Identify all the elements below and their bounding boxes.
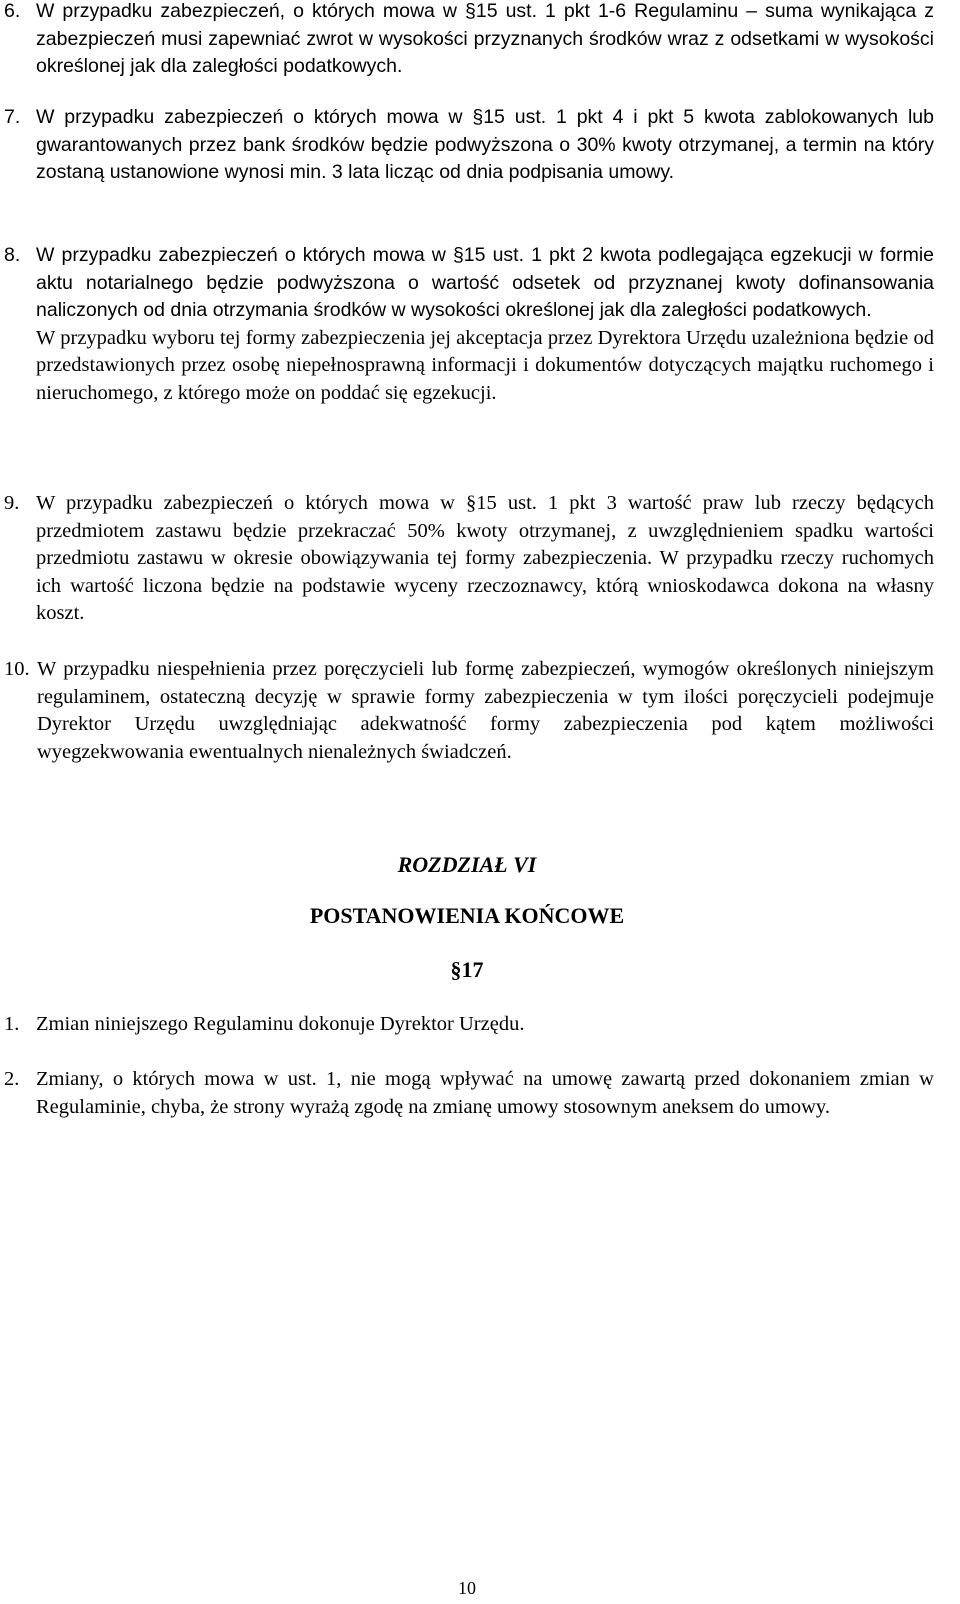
item-text: W przypadku zabezpieczeń o których mowa w §15 ust. 1 pkt 4 i pkt 5 kwota zablokowanych lub gwarantowanych przez bank środków będzie podwyższona o 30% kwoty otrzymanej, a termin na który zostaną ustanowione wynosi min. 3 lata licząc od dnia podpisania umowy.: [36, 106, 934, 183]
item-text: W przypadku niespełnienia przez poręczycieli lub formę zabezpieczeń, wymogów określonych niniejszym regulaminem, ostateczną decyzję w sprawie formy zabezpieczenia w tym ilości poręczycieli podejmuje Dyrektor Urzędu uwzględniając adekwatność formy zabezpieczenia pod kątem możliwości wyegzekwowania ewentualnych nienależnych świadczeń.: [37, 658, 934, 763]
chapter-title: POSTANOWIENIA KOŃCOWE: [309, 903, 625, 928]
item-number: 9.: [4, 492, 20, 514]
item-number: 2.: [4, 1068, 20, 1090]
page-number: 10: [458, 1578, 476, 1598]
final-list-item-1: [4, 1011, 934, 1039]
item-text: Zmiany, o których mowa w ust. 1, nie mogą wpływać na umowę zawartą przed dokonaniem zmian w Regulaminie, chyba, że strony wyrażą zgodę na zmianę umowy stosownym aneksem do umowy.: [36, 1068, 934, 1118]
item-text: Zmian niniejszego Regulaminu dokonuje Dyrektor Urzędu.: [36, 1013, 525, 1035]
list-item-8: [4, 242, 934, 407]
final-list-item-2: [4, 1066, 934, 1121]
item-text: W przypadku zabezpieczeń o których mowa w §15 ust. 1 pkt 3 wartość praw lub rzeczy będących przedmiotem zastawu będzie przekraczać 50% kwoty otrzymanej, z uwzględnieniem spadku wartości przedmiotu zastawu w okresie obowiązywania tej formy zabezpieczenia. W przypadku rzeczy ruchomych ich wartość liczona będzie na podstawie wyceny rzeczoznawcy, którą wnioskodawca dokona na własny koszt.: [36, 492, 934, 624]
list-item-9: [4, 490, 934, 628]
item-number: 10.: [4, 658, 30, 680]
list-item-10: [4, 656, 934, 766]
item-number: 8.: [4, 244, 21, 266]
item-number: 7.: [4, 106, 21, 128]
item-text-continuation: W przypadku wyboru tej formy zabezpieczenia jej akceptacja przez Dyrektora Urzędu uzależniona będzie od przedstawionych przez osobę niepełnosprawną informacji i dokumentów dotyczących majątku ruchomego i nieruchomego, z którego może on poddać się egzekucji.: [36, 326, 934, 404]
item-number: 1.: [4, 1013, 20, 1035]
chapter-heading: ROZDZIAŁ VI: [397, 852, 537, 877]
item-number: 6.: [4, 0, 21, 22]
list-item-6: [4, 0, 934, 81]
item-text: W przypadku zabezpieczeń, o których mowa w §15 ust. 1 pkt 1-6 Regulaminu – suma wynikająca z zabezpieczeń musi zapewniać zwrot w wysokości przyznanych środków wraz z odsetkami w wysokości określonej jak dla zaległości podatkowych.: [36, 0, 934, 77]
section-number: §17: [450, 957, 484, 982]
item-text: W przypadku zabezpieczeń o których mowa w §15 ust. 1 pkt 2 kwota podlegająca egzekucji w formie aktu notarialnego będzie podwyższona o wartość odsetek od przyznanej kwoty dofinansowania naliczonych od dnia otrzymania środków w wysokości określonej jak dla zaległości podatkowych.: [36, 244, 934, 321]
list-item-7: [4, 104, 934, 187]
